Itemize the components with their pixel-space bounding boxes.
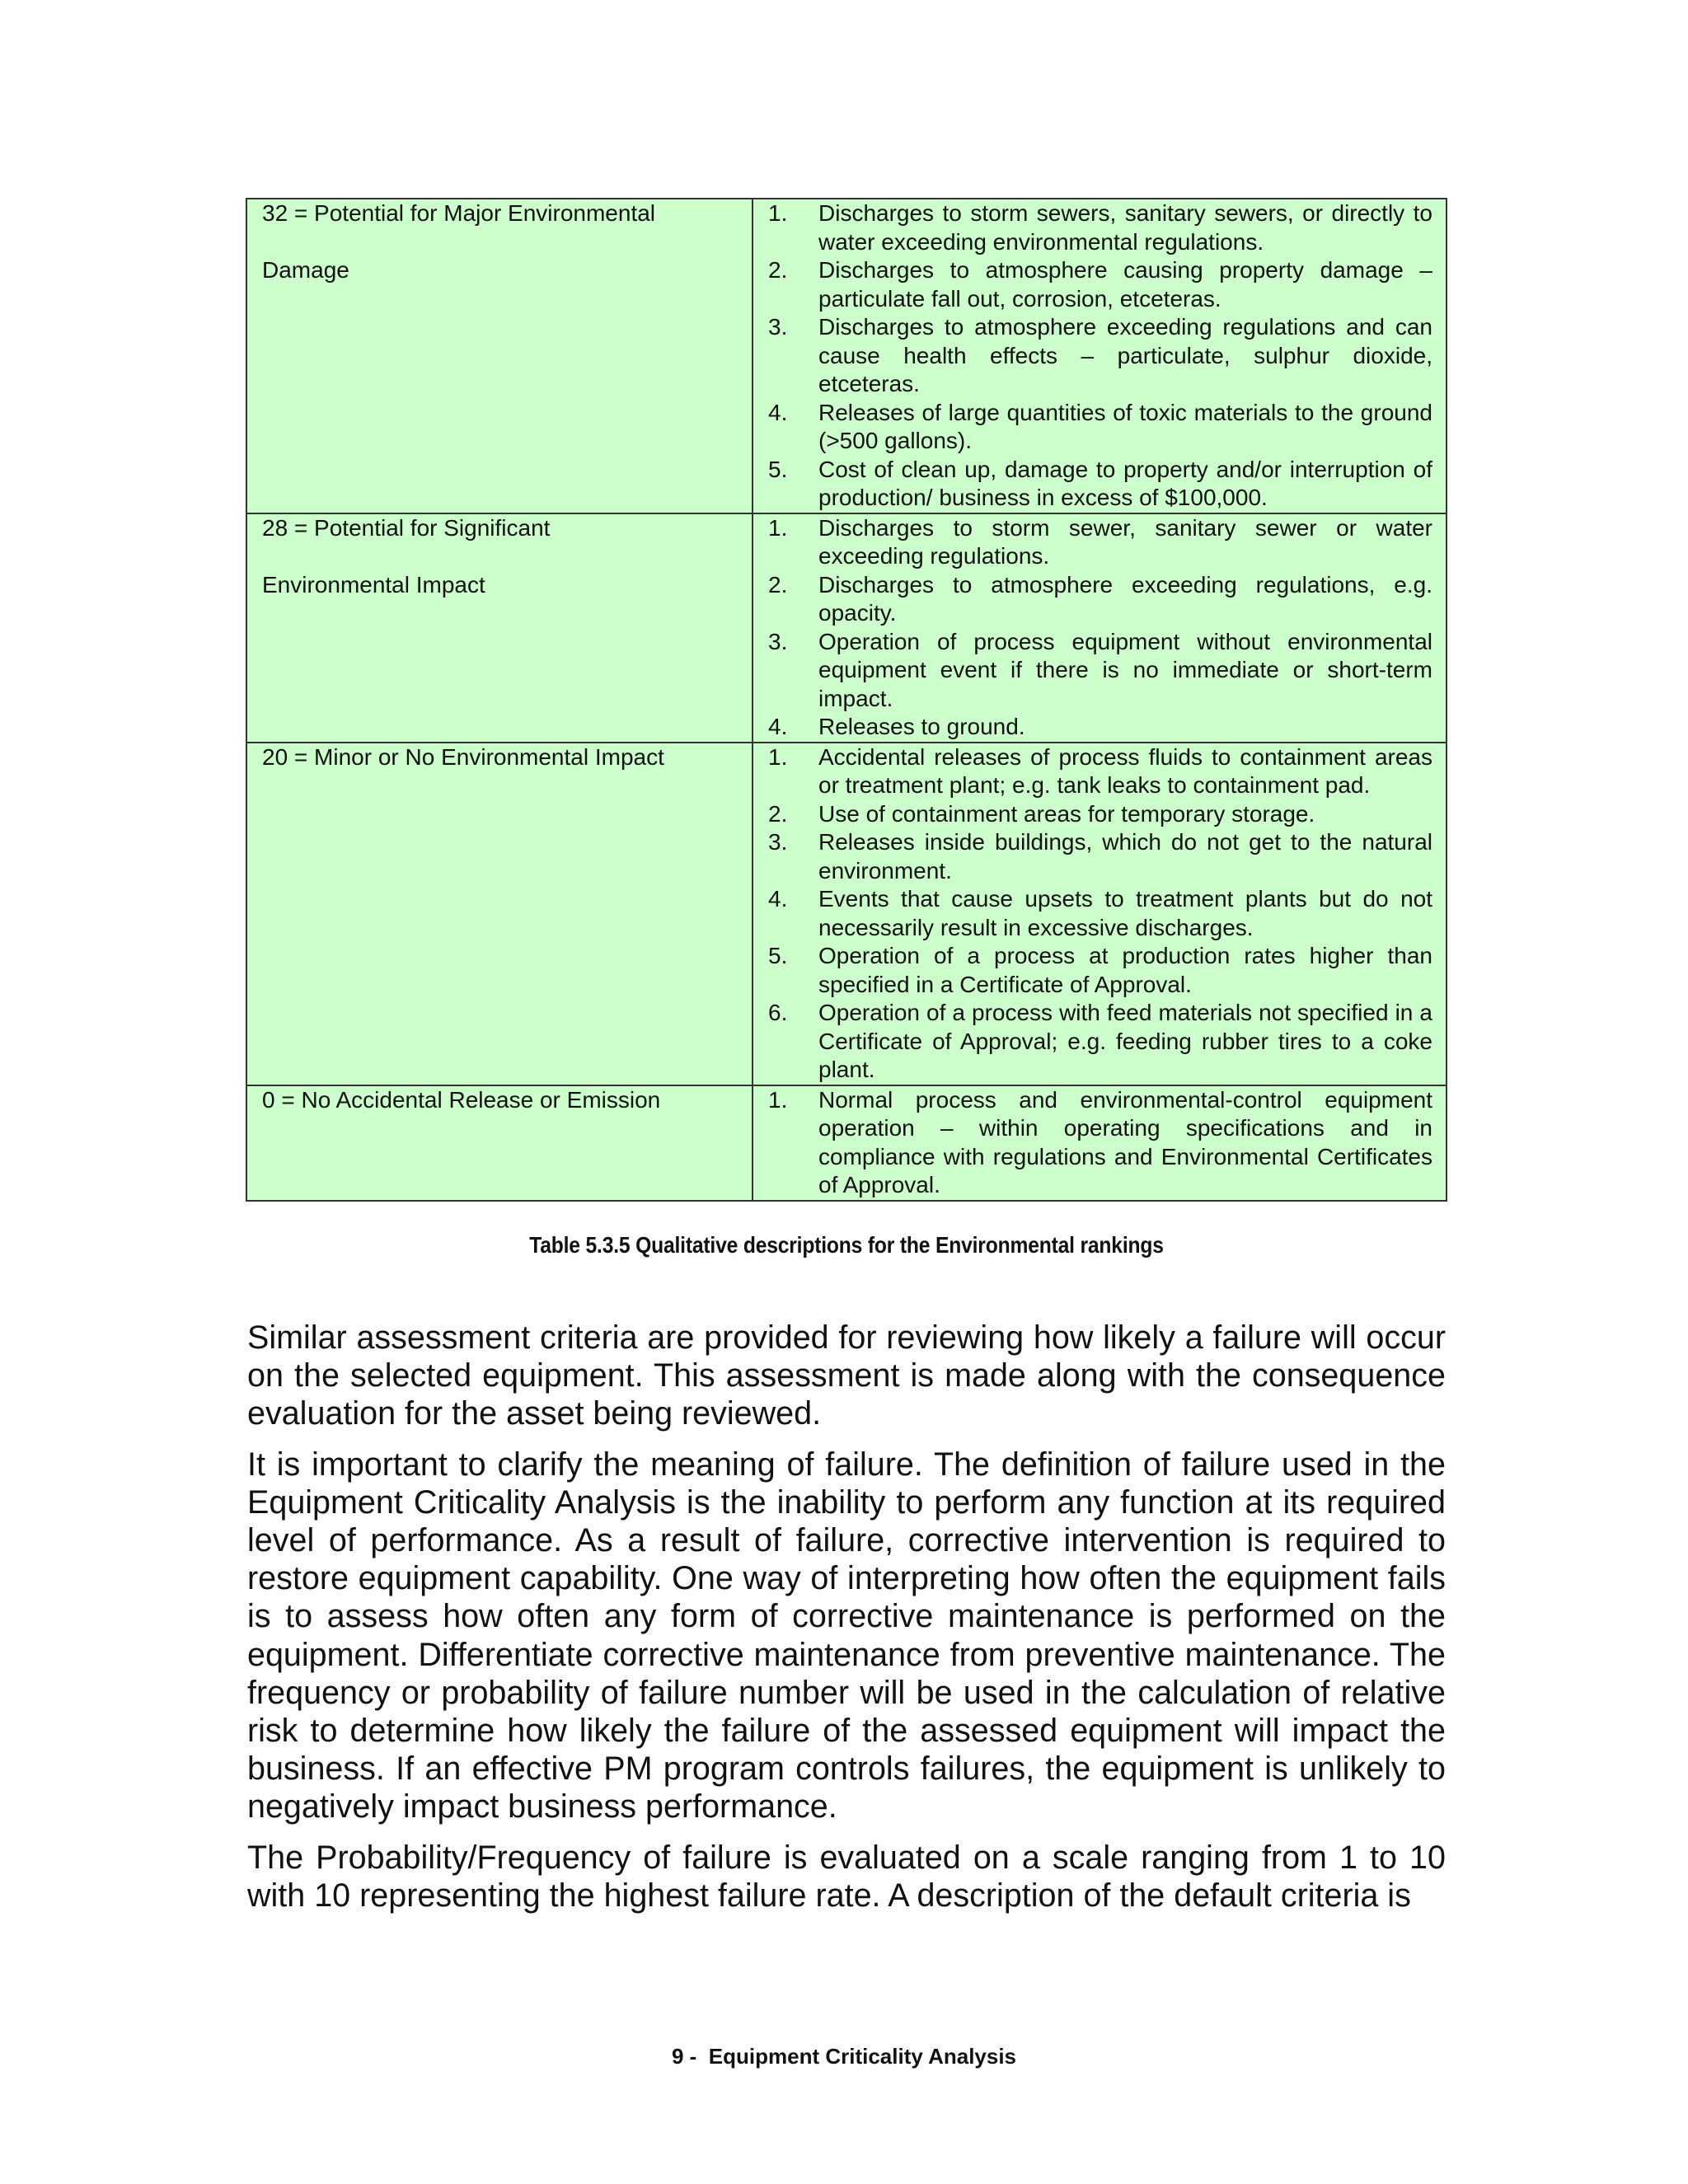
ranking-cell — [246, 743, 753, 1085]
body-text — [247, 1319, 1446, 1927]
list-item-text: Accidental releases of process fluids to containment areas or treatment plant; e.g. tank leaks to containment pad. — [818, 743, 1432, 798]
list-item — [753, 713, 1432, 742]
description-list — [753, 199, 1432, 513]
table-body — [246, 199, 1447, 1201]
list-item — [753, 399, 1432, 456]
list-item-text: Operation of a process with feed materials not specified in a Certificate of Approval; e.g. feeding rubber tires to a coke plant. — [818, 1000, 1432, 1082]
list-item-number: 2. — [768, 571, 788, 598]
ranking-label: 20 = Minor or No Environmental Impact — [262, 743, 664, 770]
list-item-number: 3. — [768, 628, 788, 654]
list-item — [753, 885, 1432, 942]
list-item-number: 4. — [768, 886, 788, 912]
description-cell — [753, 1085, 1447, 1201]
ranking-cell — [246, 513, 753, 743]
ranking-label: 0 = No Accidental Release or Emission — [262, 1086, 661, 1113]
list-item-number: 6. — [768, 1000, 788, 1025]
environmental-rankings-table — [246, 198, 1447, 1202]
ranking-label: Damage — [262, 257, 349, 283]
list-item — [753, 628, 1432, 714]
list-item — [753, 999, 1432, 1085]
paragraph: It is important to clarify the meaning of failure. The definition of failure used in the Equipment Criticality Analysis is the inability to perform any function at its required level of performance. As a result of failure, corrective intervention is required to restore equipment capability. One way of interpreting how often the equipment fails is to assess how often any form of corrective maintenance is performed on the equipment. Differentiate corrective maintenance from preventive maintenance. The frequency or probability of failure number will be used in the calculation of relative risk to determine how likely the failure of the assessed equipment will impact the business. If an effective PM program controls failures, the equipment is unlikely to negatively impact business performance. — [247, 1446, 1446, 1825]
list-item-text: Normal process and environmental-control equipment operation – within operating specifications and in compliance with regulations and Environmental Certificates of Approval. — [818, 1086, 1432, 1197]
description-list — [753, 1086, 1432, 1200]
list-item — [753, 514, 1432, 571]
list-item — [753, 256, 1432, 313]
list-item-number: 1. — [768, 1086, 788, 1113]
description-list — [753, 743, 1432, 1085]
line-gap — [262, 542, 752, 571]
list-item-number: 5. — [768, 456, 788, 482]
list-item-number: 4. — [768, 714, 788, 739]
list-item-text: Discharges to atmosphere exceeding regulations and can cause health effects – particulate, sulphur dioxide, etceteras. — [818, 314, 1432, 396]
paragraph: Similar assessment criteria are provided for reviewing how likely a failure will occur on the selected equipment. This assessment is made along with the consequence evaluation for the asset being reviewed. — [247, 1319, 1446, 1432]
list-item — [753, 313, 1432, 399]
line-gap — [262, 228, 752, 257]
page-footer: 9 - Equipment Criticality Analysis — [671, 2044, 1017, 2069]
description-cell — [753, 513, 1447, 743]
list-item-number: 3. — [768, 829, 788, 855]
list-item — [753, 942, 1432, 999]
ranking-label: 28 = Potential for Significant — [262, 514, 551, 541]
list-item-number: 2. — [768, 800, 788, 827]
list-item-number: 4. — [768, 399, 788, 425]
ranking-label: Environmental Impact — [262, 571, 485, 598]
list-item-text: Operation of process equipment without environmental equipment event if there is no immediate or short-term impact. — [818, 628, 1432, 711]
list-item — [753, 199, 1432, 256]
paragraph: The Probability/Frequency of failure is evaluated on a scale ranging from 1 to 10 with 10 representing the highest failure rate. A description of the default criteria is — [247, 1839, 1446, 1914]
list-item-number: 1. — [768, 743, 788, 770]
list-item-number: 2. — [768, 257, 788, 283]
list-item-number: 5. — [768, 943, 788, 968]
ranking-cell — [246, 199, 753, 513]
list-item-text: Releases inside buildings, which do not get to the natural environment. — [818, 829, 1432, 883]
list-item — [753, 571, 1432, 628]
ranking-cell — [246, 1085, 753, 1201]
list-item-text: Releases of large quantities of toxic materials to the ground (>500 gallons). — [818, 399, 1432, 453]
list-item-text: Discharges to atmosphere causing property damage – particulate fall out, corrosion, etceteras. — [818, 257, 1432, 312]
description-list — [753, 514, 1432, 742]
table-row — [246, 1085, 1447, 1201]
list-item-text: Discharges to atmosphere exceeding regulations, e.g. opacity. — [818, 571, 1432, 626]
list-item — [753, 828, 1432, 885]
table-caption: Table 5.3.5 Qualitative descriptions for the Environmental rankings — [529, 1232, 1164, 1258]
list-item-text: Discharges to storm sewer, sanitary sewer or water exceeding regulations. — [818, 514, 1432, 569]
table-row — [246, 199, 1447, 513]
list-item — [753, 1086, 1432, 1200]
description-cell — [753, 199, 1447, 513]
list-item — [753, 743, 1432, 800]
list-item-number: 3. — [768, 314, 788, 340]
ranking-label: 32 = Potential for Major Environmental — [262, 200, 656, 226]
list-item — [753, 456, 1432, 513]
list-item — [753, 800, 1432, 829]
description-cell — [753, 743, 1447, 1085]
table-row — [246, 743, 1447, 1085]
list-item-text: Cost of clean up, damage to property and/or interruption of production/ business in excess of $100,000. — [818, 456, 1432, 510]
list-item-text: Events that cause upsets to treatment plants but do not necessarily result in excessive discharges. — [818, 886, 1432, 940]
list-item-number: 1. — [768, 200, 788, 226]
list-item-text: Releases to ground. — [818, 714, 1025, 739]
list-item-text: Discharges to storm sewers, sanitary sewers, or directly to water exceeding environmental regulations. — [818, 200, 1432, 255]
list-item-number: 1. — [768, 514, 788, 541]
list-item-text: Operation of a process at production rates higher than specified in a Certificate of Approval. — [818, 943, 1432, 997]
list-item-text: Use of containment areas for temporary storage. — [818, 800, 1315, 827]
table-row — [246, 513, 1447, 743]
